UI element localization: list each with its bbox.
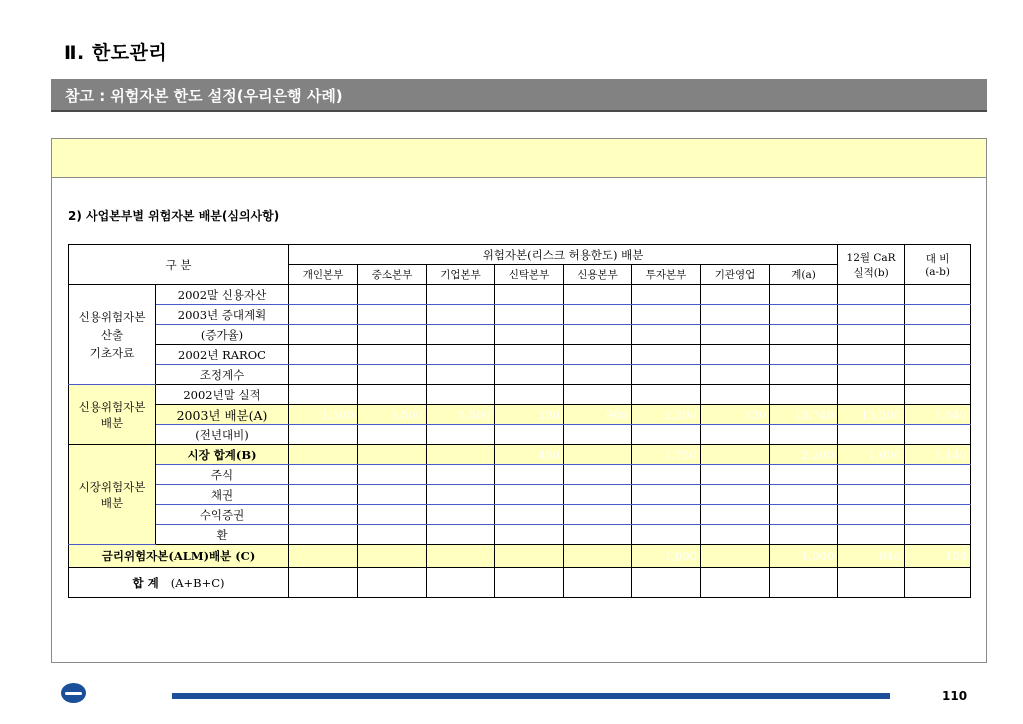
value-cell — [358, 525, 427, 545]
row-label: 수익증권 — [156, 505, 289, 525]
value-cell — [495, 568, 564, 598]
row-label-total: 합 계 (A+B+C) — [69, 568, 289, 598]
value-cell — [358, 325, 427, 345]
value-cell — [289, 505, 358, 525]
value-cell — [564, 365, 632, 385]
table-row — [69, 445, 971, 465]
section-banner — [51, 79, 987, 112]
value-cell — [905, 365, 971, 385]
group-credit-basis: 신용위험자본 산출 기초자료 — [69, 285, 156, 385]
row-label: 시장 합계(B) — [156, 445, 289, 465]
value-cell — [632, 465, 701, 485]
value-cell — [701, 365, 770, 385]
value-cell: 1,000 — [632, 545, 701, 568]
group-credit-alloc: 신용위험자본 배분 — [69, 385, 156, 445]
value-cell — [289, 568, 358, 598]
table-row — [69, 505, 971, 525]
value-cell — [701, 385, 770, 405]
value-cell — [289, 345, 358, 365]
value-cell — [427, 485, 495, 505]
value-cell: 1,140 — [905, 445, 971, 465]
value-cell — [632, 285, 701, 305]
value-cell: 2,200 — [770, 445, 838, 465]
value-cell — [495, 345, 564, 365]
value-cell — [564, 545, 632, 568]
value-cell — [564, 385, 632, 405]
header-vs: 대 비 (a-b) — [905, 245, 971, 285]
page-number: 110 — [942, 689, 968, 703]
row-label: 주식 — [156, 465, 289, 485]
value-cell: 846 — [838, 545, 905, 568]
value-cell — [905, 305, 971, 325]
value-cell — [701, 425, 770, 445]
table-row — [69, 465, 971, 485]
value-cell — [905, 385, 971, 405]
value-cell — [838, 465, 905, 485]
column-header: 기업본부 — [427, 265, 495, 285]
row-label: (증가율) — [156, 325, 289, 345]
table-row — [69, 525, 971, 545]
value-cell: 1,540 — [905, 405, 971, 425]
header-risk-capital: 위험자본(리스크 허용한도) 배분 — [289, 245, 838, 265]
row-label-alm: 금리위험자본(ALM)배분 (C) — [69, 545, 289, 568]
value-cell — [289, 325, 358, 345]
value-cell: 154 — [905, 545, 971, 568]
value-cell — [358, 485, 427, 505]
value-cell — [427, 285, 495, 305]
yellow-header-bar — [52, 139, 986, 178]
value-cell — [838, 525, 905, 545]
value-cell — [838, 345, 905, 365]
group-market-alloc: 시장위험자본 배분 — [69, 445, 156, 545]
value-cell — [358, 425, 427, 445]
value-cell — [427, 545, 495, 568]
value-cell — [770, 325, 838, 345]
company-logo — [61, 680, 86, 706]
value-cell — [701, 445, 770, 465]
value-cell — [838, 505, 905, 525]
value-cell — [358, 345, 427, 365]
value-cell — [838, 305, 905, 325]
column-header: 투자본부 — [632, 265, 701, 285]
value-cell — [358, 545, 427, 568]
value-cell — [838, 425, 905, 445]
value-cell — [564, 568, 632, 598]
value-cell — [564, 445, 632, 465]
value-cell — [564, 505, 632, 525]
table-row — [69, 285, 971, 305]
risk-capital-table — [68, 244, 971, 598]
value-cell — [838, 485, 905, 505]
value-cell — [905, 345, 971, 365]
value-cell — [770, 345, 838, 365]
value-cell — [427, 385, 495, 405]
value-cell: 1,750 — [632, 445, 701, 465]
value-cell — [701, 305, 770, 325]
header-gubun: 구 분 — [69, 245, 289, 285]
value-cell: 1,000 — [838, 445, 905, 465]
value-cell — [289, 485, 358, 505]
value-cell — [770, 305, 838, 325]
table-subtitle: 2) 사업본부별 위험자본 배분(심의사항) — [68, 209, 280, 223]
value-cell — [495, 465, 564, 485]
value-cell — [495, 425, 564, 445]
value-cell — [701, 568, 770, 598]
row-label: 2003년 배분(A) — [156, 405, 289, 425]
value-cell — [905, 525, 971, 545]
value-cell — [289, 385, 358, 405]
table-row — [69, 568, 971, 598]
value-cell — [770, 568, 838, 598]
value-cell — [495, 525, 564, 545]
table-row — [69, 385, 971, 405]
value-cell — [358, 445, 427, 465]
page-title: Ⅱ. 한도관리 — [64, 42, 168, 64]
value-cell — [701, 285, 770, 305]
value-cell — [632, 305, 701, 325]
value-cell — [770, 485, 838, 505]
value-cell — [770, 465, 838, 485]
value-cell — [289, 285, 358, 305]
table-row — [69, 325, 971, 345]
value-cell: 220 — [495, 405, 564, 425]
value-cell — [838, 568, 905, 598]
row-label: 2003년 증대계획 — [156, 305, 289, 325]
value-cell — [564, 485, 632, 505]
value-cell — [289, 365, 358, 385]
value-cell — [632, 425, 701, 445]
value-cell: 450 — [495, 445, 564, 465]
value-cell — [564, 345, 632, 365]
value-cell — [427, 465, 495, 485]
row-label: 2002년말 실적 — [156, 385, 289, 405]
value-cell — [495, 545, 564, 568]
value-cell — [495, 505, 564, 525]
value-cell — [289, 545, 358, 568]
value-cell — [358, 365, 427, 385]
value-cell — [632, 325, 701, 345]
value-cell — [905, 568, 971, 598]
value-cell — [905, 425, 971, 445]
value-cell — [427, 325, 495, 345]
value-cell: 900 — [564, 405, 632, 425]
value-cell — [632, 365, 701, 385]
value-cell — [838, 285, 905, 305]
value-cell — [358, 465, 427, 485]
value-cell — [289, 465, 358, 485]
value-cell — [289, 525, 358, 545]
row-label: (전년대비) — [156, 425, 289, 445]
row-label: 2002년 RAROC — [156, 345, 289, 365]
footer-bar — [172, 693, 890, 699]
value-cell — [289, 425, 358, 445]
value-cell — [632, 505, 701, 525]
value-cell: 2,200 — [632, 405, 701, 425]
value-cell — [770, 385, 838, 405]
value-cell: 320 — [701, 405, 770, 425]
value-cell — [427, 425, 495, 445]
row-label: 환 — [156, 525, 289, 545]
value-cell — [427, 345, 495, 365]
banner-text: 참고 : 위험자본 한도 설정(우리은행 사례) — [65, 87, 343, 105]
value-cell — [701, 325, 770, 345]
value-cell — [358, 285, 427, 305]
value-cell — [564, 325, 632, 345]
value-cell — [358, 305, 427, 325]
value-cell — [632, 345, 701, 365]
value-cell — [838, 365, 905, 385]
value-cell — [564, 305, 632, 325]
logo-icon — [61, 683, 86, 703]
value-cell: 13,740 — [770, 405, 838, 425]
value-cell — [632, 485, 701, 505]
value-cell — [427, 505, 495, 525]
value-cell: 5,500 — [427, 405, 495, 425]
value-cell — [289, 445, 358, 465]
value-cell — [427, 305, 495, 325]
value-cell — [905, 465, 971, 485]
value-cell — [632, 525, 701, 545]
value-cell — [770, 365, 838, 385]
row-label: 채권 — [156, 485, 289, 505]
column-header: 계(a) — [770, 265, 838, 285]
table-row — [69, 305, 971, 325]
value-cell — [905, 505, 971, 525]
value-cell — [564, 425, 632, 445]
value-cell: 1,500 — [289, 405, 358, 425]
value-cell — [358, 505, 427, 525]
value-cell — [905, 285, 971, 305]
header-car: 12월 CaR 실적(b) — [838, 245, 905, 285]
value-cell — [427, 568, 495, 598]
value-cell: 1,000 — [770, 545, 838, 568]
value-cell — [427, 365, 495, 385]
value-cell — [701, 485, 770, 505]
value-cell — [905, 325, 971, 345]
value-cell: 3,500 — [358, 405, 427, 425]
column-header: 개인본부 — [289, 265, 358, 285]
table-row — [69, 485, 971, 505]
value-cell — [564, 525, 632, 545]
value-cell — [358, 385, 427, 405]
value-cell — [701, 525, 770, 545]
value-cell — [701, 465, 770, 485]
value-cell — [564, 285, 632, 305]
value-cell — [701, 505, 770, 525]
row-label: 2002말 신용자산 — [156, 285, 289, 305]
value-cell — [905, 485, 971, 505]
value-cell — [838, 325, 905, 345]
value-cell — [701, 345, 770, 365]
table-row — [69, 425, 971, 445]
value-cell — [495, 305, 564, 325]
value-cell — [495, 385, 564, 405]
value-cell — [289, 305, 358, 325]
value-cell — [770, 525, 838, 545]
value-cell — [838, 385, 905, 405]
value-cell — [358, 568, 427, 598]
value-cell — [701, 545, 770, 568]
column-header: 기관영업 — [701, 265, 770, 285]
value-cell — [632, 568, 701, 598]
table-row — [69, 405, 971, 425]
value-cell — [495, 365, 564, 385]
value-cell — [427, 445, 495, 465]
value-cell — [495, 325, 564, 345]
table-row — [69, 345, 971, 365]
table-row — [69, 545, 971, 568]
value-cell — [632, 385, 701, 405]
value-cell — [427, 525, 495, 545]
column-header: 신탁본부 — [495, 265, 564, 285]
value-cell — [495, 485, 564, 505]
column-header: 신용본부 — [564, 265, 632, 285]
value-cell — [770, 425, 838, 445]
value-cell — [495, 285, 564, 305]
value-cell — [770, 285, 838, 305]
value-cell — [770, 505, 838, 525]
table-row — [69, 365, 971, 385]
column-header: 중소본부 — [358, 265, 427, 285]
row-label: 조정계수 — [156, 365, 289, 385]
value-cell — [564, 465, 632, 485]
value-cell: 13,200 — [838, 405, 905, 425]
